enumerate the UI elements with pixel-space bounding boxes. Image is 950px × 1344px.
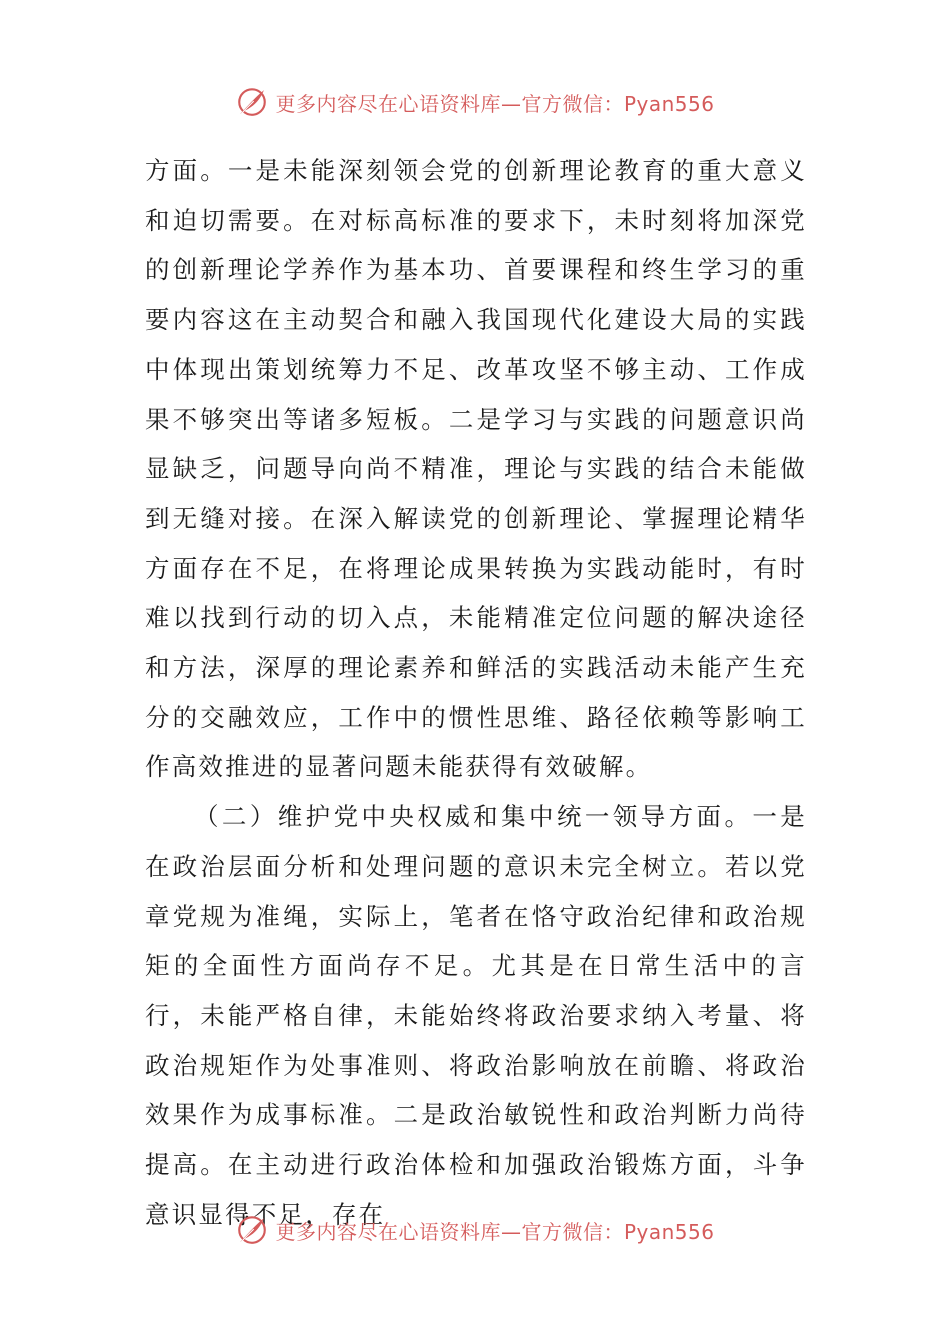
watermark-text: 更多内容尽在心语资料库—官方微信：Pyan556 xyxy=(275,1219,715,1244)
header-watermark xyxy=(0,80,950,124)
watermark-text: 更多内容尽在心语资料库—官方微信：Pyan556 xyxy=(275,91,715,116)
paragraph-1: 方面。一是未能深刻领会党的创新理论教育的重大意义和迫切需要。在对标高标准的要求下，未时刻将加深党的创新理论学养作为基本功、首要课程和终生学习的重要内容这在主动契合和融入我国现代化建设大局的实践中体现出策划统筹力不足、改革攻坚不够主动、工作成果不够突出等诸多短板。二是学习与实践的问题意识尚显缺乏，问题导向尚不精准，理论与实践的结合未能做到无缝对接。在深入解读党的创新理论、掌握理论精华方面存在不足，在将理论成果转换为实践动能时，有时难以找到行动的切入点，未能精准定位问题的解决途径和方法，深厚的理论素养和鲜活的实践活动未能产生充分的交融效应，工作中的惯性思维、路径依赖等影响工作高效推进的显著问题未能获得有效破解。 xyxy=(145,156,807,782)
document-body xyxy=(145,146,807,1239)
footer-watermark xyxy=(0,1208,950,1252)
paragraph-2: （二）维护党中央权威和集中统一领导方面。一是在政治层面分析和处理问题的意识未完全树立。若以党章党规为准绳，实际上，笔者在恪守政治纪律和政治规矩的全面性方面尚存不足。尤其是在日常生活中的言行，未能严格自律，未能始终将政治要求纳入考量、将政治规矩作为处事准则、将政治影响放在前瞻、将政治效果作为成事标准。二是政治敏锐性和政治判断力尚待提高。在主动进行政治体检和加强政治锻炼方面，斗争意识显得不足，存在 xyxy=(145,802,807,1229)
quill-pen-logo-icon xyxy=(235,1213,269,1247)
quill-pen-logo-icon xyxy=(235,85,269,119)
